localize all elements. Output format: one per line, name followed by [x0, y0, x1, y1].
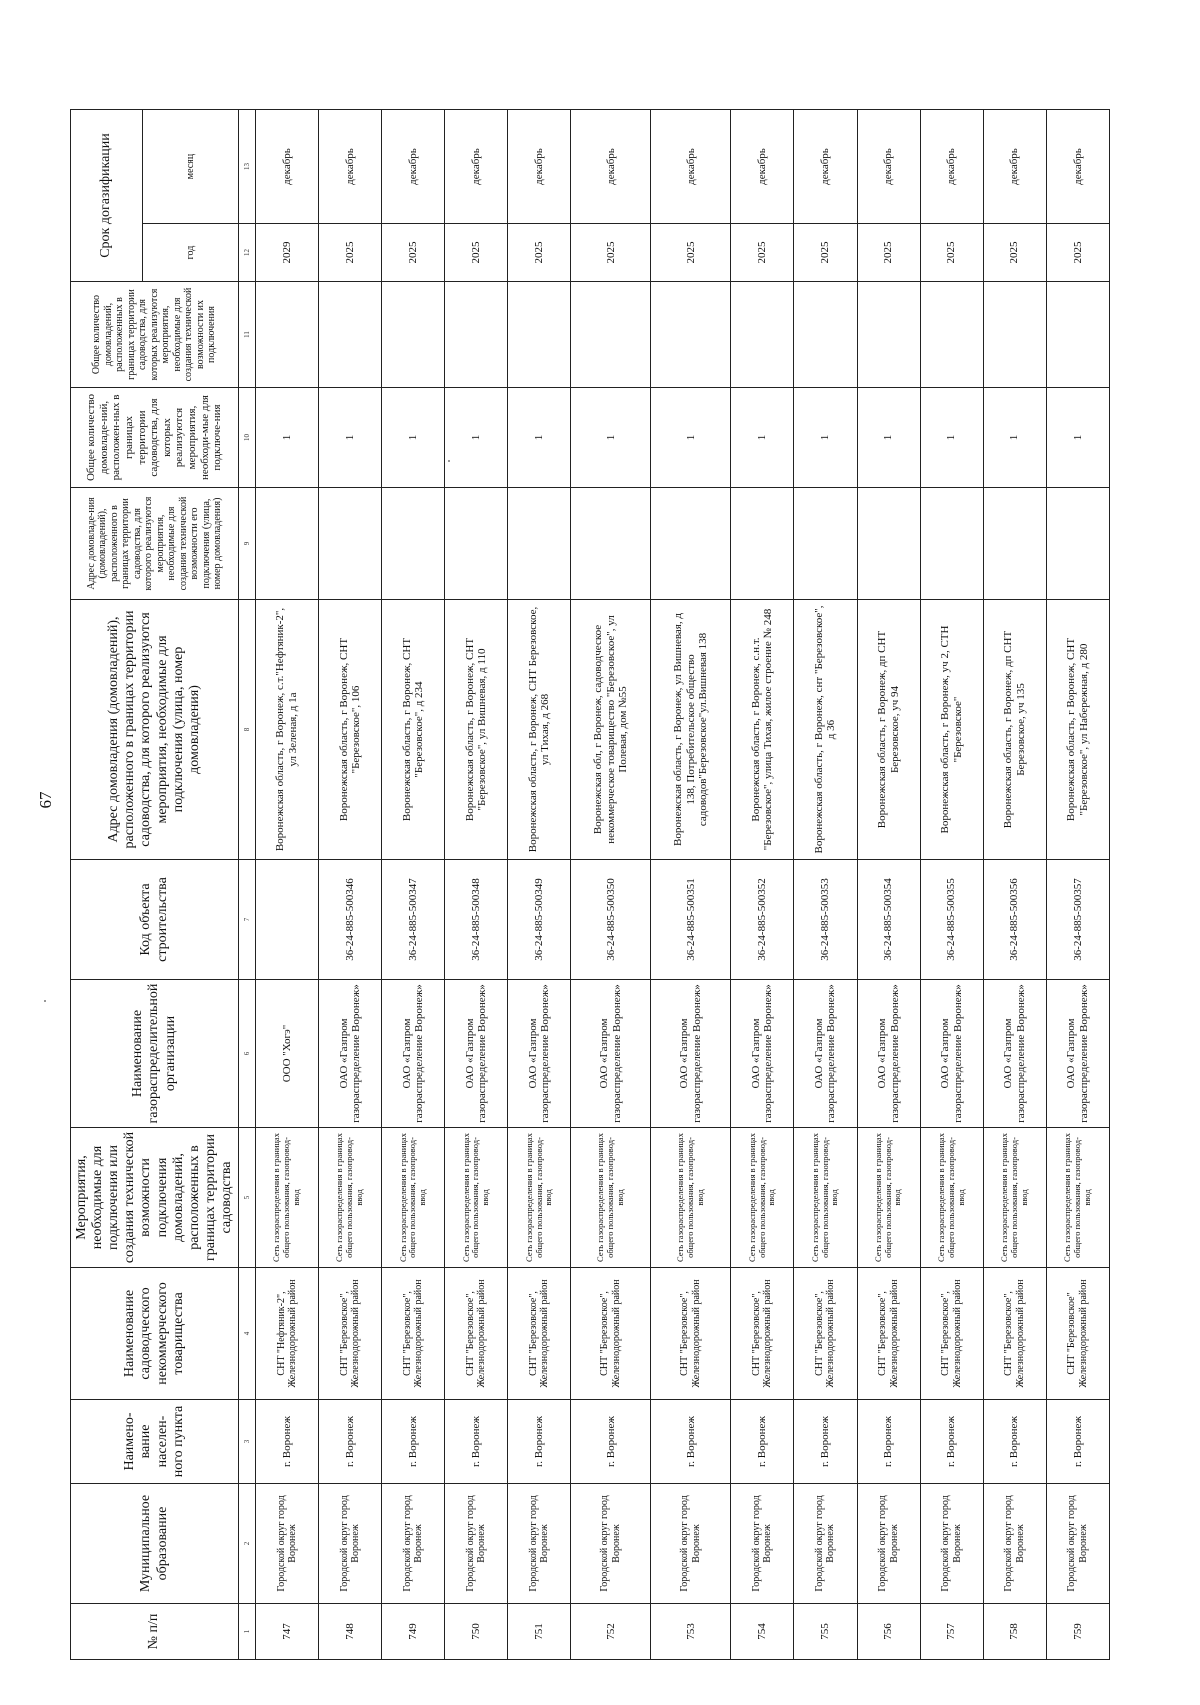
table-row [1046, 110, 1109, 1660]
gas-org-cell: ОАО «Газпром газораспределение Воронеж» [651, 980, 731, 1128]
row-number: 755 [794, 1604, 857, 1660]
count-capacity-cell [983, 282, 1046, 388]
address-capacity-cell [319, 488, 382, 600]
year-cell: 2025 [794, 224, 857, 282]
month-cell: декабрь [731, 110, 794, 224]
address-cell: Воронежская область, г Воронеж, снт "Березовское", д 36 [794, 600, 857, 860]
count-capacity-cell [571, 282, 651, 388]
row-number: 754 [731, 1604, 794, 1660]
count-capacity-cell [382, 282, 445, 388]
address-capacity-cell [731, 488, 794, 600]
address-cell: Воронежская область, г Воронеж, СНТ "Березовское", ул Набережная, д 280 [1046, 600, 1109, 860]
count-capacity-cell [920, 282, 983, 388]
row-number: 758 [983, 1604, 1046, 1660]
address-cell: Воронежская обл, г Воронеж, садоводческое некоммерческое товарищество "Березовское", ул Полевая, дом №55 [571, 600, 651, 860]
municipality-cell: Городской округ город Воронеж [1046, 1484, 1109, 1604]
column-number: 1 [239, 1604, 256, 1660]
measures-cell: Сеть газораспределения в границах общего пользования, газопровод-ввод [857, 1128, 920, 1268]
settlement-cell: г. Воронеж [983, 1400, 1046, 1484]
address-capacity-cell [1046, 488, 1109, 600]
row-number: 750 [445, 1604, 508, 1660]
settlement-cell: г. Воронеж [256, 1400, 319, 1484]
month-cell: декабрь [920, 110, 983, 224]
gas-org-cell: ОАО «Газпром газораспределение Воронеж» [571, 980, 651, 1128]
object-code-cell: 36-24-885-500349 [508, 860, 571, 980]
count-connection-cell: 1 [445, 388, 508, 488]
municipality-cell: Городской округ город Воронеж [651, 1484, 731, 1604]
address-capacity-cell [983, 488, 1046, 600]
table-row [382, 110, 445, 1660]
table-row [731, 110, 794, 1660]
count-capacity-cell [857, 282, 920, 388]
month-cell: декабрь [508, 110, 571, 224]
column-number: 7 [239, 860, 256, 980]
column-number: 2 [239, 1484, 256, 1604]
column-number: 9 [239, 488, 256, 600]
gas-org-cell: ОАО «Газпром газораспределение Воронеж» [508, 980, 571, 1128]
address-cell: Воронежская область, г Воронеж, дп СНТ Березовское, уч 94 [857, 600, 920, 860]
count-capacity-cell [1046, 282, 1109, 388]
object-code-cell: 36-24-885-500356 [983, 860, 1046, 980]
municipality-cell: Городской округ город Воронеж [857, 1484, 920, 1604]
header-snt-name: Наименование садоводческого некоммерческого товарищества [71, 1268, 239, 1400]
header-address-connection: Адрес домовладения (домовладений), расположенного в границах территории садоводства, для которого реализуются мероприятия, необходимые для подключения (улица, номер домовладения) [71, 600, 239, 860]
settlement-cell: г. Воронеж [508, 1400, 571, 1484]
table-header [71, 110, 256, 1660]
count-connection-cell: 1 [1046, 388, 1109, 488]
address-cell: Воронежская область, г Воронеж, с.н.т. "Березовское", улица Тихая, жилое строение № 248 [731, 600, 794, 860]
settlement-cell: г. Воронеж [731, 1400, 794, 1484]
year-cell: 2025 [1046, 224, 1109, 282]
column-number: 8 [239, 600, 256, 860]
header-object-code: Код объекта строительства [71, 860, 239, 980]
column-number-row [239, 110, 256, 1660]
measures-cell: Сеть газораспределения в границах общего пользования, газопровод-ввод [445, 1128, 508, 1268]
row-number: 747 [256, 1604, 319, 1660]
gas-org-cell: ООО "Хогэ" [256, 980, 319, 1128]
measures-cell: Сеть газораспределения в границах общего пользования, газопровод-ввод [731, 1128, 794, 1268]
header-count-capacity: Общее количество домовладений, расположенных в границах территории садоводства, для которых реализуются мероприятия, необходимые для создания технической возможности их подключения [71, 282, 239, 388]
measures-cell: Сеть газораспределения в границах общего пользования, газопровод-ввод [382, 1128, 445, 1268]
table-body [256, 110, 1110, 1660]
object-code-cell: 36-24-885-500346 [319, 860, 382, 980]
count-capacity-cell [256, 282, 319, 388]
count-capacity-cell [794, 282, 857, 388]
month-cell: декабрь [1046, 110, 1109, 224]
count-capacity-cell [731, 282, 794, 388]
gas-org-cell: ОАО «Газпром газораспределение Воронеж» [319, 980, 382, 1128]
measures-cell: Сеть газораспределения в границах общего пользования, газопровод-ввод [983, 1128, 1046, 1268]
snt-name-cell: СНТ "Березовское", Железнодорожный район [920, 1268, 983, 1400]
table-row [983, 110, 1046, 1660]
address-cell: Воронежская область, г Воронеж, уч 2, СТН "Березовское" [920, 600, 983, 860]
object-code-cell: 36-24-885-500348 [445, 860, 508, 980]
address-capacity-cell [508, 488, 571, 600]
table-row [571, 110, 651, 1660]
settlement-cell: г. Воронеж [382, 1400, 445, 1484]
settlement-cell: г. Воронеж [445, 1400, 508, 1484]
count-connection-cell: 1 [857, 388, 920, 488]
snt-name-cell: СНТ "Нефтяник-2", Железнодорожный район [256, 1268, 319, 1400]
settlement-cell: г. Воронеж [571, 1400, 651, 1484]
address-cell: Воронежская область, г Воронеж, СНТ "Березовское", 106 [319, 600, 382, 860]
settlement-cell: г. Воронеж [794, 1400, 857, 1484]
gas-org-cell: ОАО «Газпром газораспределение Воронеж» [1046, 980, 1109, 1128]
gas-org-cell: ОАО «Газпром газораспределение Воронеж» [382, 980, 445, 1128]
municipality-cell: Городской округ город Воронеж [256, 1484, 319, 1604]
snt-name-cell: СНТ "Березовское", Железнодорожный район [571, 1268, 651, 1400]
row-number: 759 [1046, 1604, 1109, 1660]
row-number: 749 [382, 1604, 445, 1660]
municipality-cell: Городской округ город Воронеж [571, 1484, 651, 1604]
year-cell: 2025 [571, 224, 651, 282]
row-number: 753 [651, 1604, 731, 1660]
municipality-cell: Городской округ город Воронеж [920, 1484, 983, 1604]
address-capacity-cell [920, 488, 983, 600]
measures-cell: Сеть газораспределения в границах общего пользования, газопровод-ввод [508, 1128, 571, 1268]
gasification-table [70, 109, 1110, 1660]
municipality-cell: Городской округ город Воронеж [794, 1484, 857, 1604]
year-cell: 2025 [857, 224, 920, 282]
row-number: 751 [508, 1604, 571, 1660]
measures-cell: Сеть газораспределения в границах общего пользования, газопровод-ввод [794, 1128, 857, 1268]
year-cell: 2025 [319, 224, 382, 282]
gas-org-cell: ОАО «Газпром газораспределение Воронеж» [857, 980, 920, 1128]
snt-name-cell: СНТ "Березовское", Железнодорожный район [731, 1268, 794, 1400]
count-capacity-cell [445, 282, 508, 388]
header-gas-org: Наименование газораспределительной организации [71, 980, 239, 1128]
object-code-cell: 36-24-885-500353 [794, 860, 857, 980]
address-cell: Воронежская область, г Воронеж, СНТ "Березовское", ул Вишневая, д 110 [445, 600, 508, 860]
address-capacity-cell [382, 488, 445, 600]
gas-org-cell: ОАО «Газпром газораспределение Воронеж» [794, 980, 857, 1128]
column-number: 6 [239, 980, 256, 1128]
year-cell: 2025 [983, 224, 1046, 282]
column-number: 5 [239, 1128, 256, 1268]
count-capacity-cell [319, 282, 382, 388]
measures-cell: Сеть газораспределения в границах общего пользования, газопровод-ввод [571, 1128, 651, 1268]
table-row [319, 110, 382, 1660]
year-cell: 2025 [445, 224, 508, 282]
gas-org-cell: ОАО «Газпром газораспределение Воронеж» [920, 980, 983, 1128]
count-connection-cell: 1 [508, 388, 571, 488]
municipality-cell: Городской округ город Воронеж [508, 1484, 571, 1604]
object-code-cell [256, 860, 319, 980]
month-cell: декабрь [651, 110, 731, 224]
rotated-table-wrapper [70, 110, 1110, 1660]
municipality-cell: Городской округ город Воронеж [319, 1484, 382, 1604]
object-code-cell: 36-24-885-500351 [651, 860, 731, 980]
column-number: 13 [239, 110, 256, 224]
gas-org-cell: ОАО «Газпром газораспределение Воронеж» [983, 980, 1046, 1128]
scan-speck [44, 1000, 46, 1002]
measures-cell: Сеть газораспределения в границах общего пользования, газопровод-ввод [319, 1128, 382, 1268]
address-capacity-cell [857, 488, 920, 600]
measures-cell: Сеть газораспределения в границах общего пользования, газопровод-ввод [920, 1128, 983, 1268]
row-number: 752 [571, 1604, 651, 1660]
table-row [920, 110, 983, 1660]
table-row [857, 110, 920, 1660]
table-row [651, 110, 731, 1660]
object-code-cell: 36-24-885-500352 [731, 860, 794, 980]
snt-name-cell: СНТ "Березовское", Железнодорожный район [857, 1268, 920, 1400]
settlement-cell: г. Воронеж [1046, 1400, 1109, 1484]
month-cell: декабрь [857, 110, 920, 224]
snt-name-cell: СНТ "Березовское", Железнодорожный район [651, 1268, 731, 1400]
settlement-cell: г. Воронеж [857, 1400, 920, 1484]
gas-org-cell: ОАО «Газпром газораспределение Воронеж» [731, 980, 794, 1128]
settlement-cell: г. Воронеж [651, 1400, 731, 1484]
column-number: 10 [239, 388, 256, 488]
table-row [256, 110, 319, 1660]
count-capacity-cell [508, 282, 571, 388]
settlement-cell: г. Воронеж [319, 1400, 382, 1484]
column-number: 3 [239, 1400, 256, 1484]
table-row [508, 110, 571, 1660]
object-code-cell: 36-24-885-500350 [571, 860, 651, 980]
header-settlement: Наимено-вание населен-ного пункта [71, 1400, 239, 1484]
count-connection-cell: 1 [731, 388, 794, 488]
object-code-cell: 36-24-885-500355 [920, 860, 983, 980]
count-connection-cell: 1 [983, 388, 1046, 488]
measures-cell: Сеть газораспределения в границах общего пользования, газопровод-ввод [651, 1128, 731, 1268]
snt-name-cell: СНТ "Березовское", Железнодорожный район [445, 1268, 508, 1400]
object-code-cell: 36-24-885-500357 [1046, 860, 1109, 980]
measures-cell: Сеть газораспределения в границах общего пользования, газопровод-ввод [1046, 1128, 1109, 1268]
object-code-cell: 36-24-885-500354 [857, 860, 920, 980]
count-capacity-cell [651, 282, 731, 388]
snt-name-cell: СНТ "Березовское" Железнодорожный район [1046, 1268, 1109, 1400]
header-measures: Мероприятия, необходимые для подключения или создания технической возможности подключения домовладений, расположенных в границах территории садоводства [71, 1128, 239, 1268]
month-cell: декабрь [445, 110, 508, 224]
address-capacity-cell [571, 488, 651, 600]
column-number: 11 [239, 282, 256, 388]
year-cell: 2029 [256, 224, 319, 282]
count-connection-cell: 1 [794, 388, 857, 488]
row-number: 748 [319, 1604, 382, 1660]
header-term-group: Срок догазификации [71, 110, 143, 282]
year-cell: 2025 [920, 224, 983, 282]
object-code-cell: 36-24-885-500347 [382, 860, 445, 980]
month-cell: декабрь [319, 110, 382, 224]
address-capacity-cell [445, 488, 508, 600]
month-cell: декабрь [382, 110, 445, 224]
year-cell: 2025 [382, 224, 445, 282]
column-number: 4 [239, 1268, 256, 1400]
header-municipality: Муниципальное образование [71, 1484, 239, 1604]
municipality-cell: Городской округ город Воронеж [731, 1484, 794, 1604]
month-cell: декабрь [983, 110, 1046, 224]
snt-name-cell: СНТ "Березовское", Железнодорожный район [508, 1268, 571, 1400]
month-cell: декабрь [794, 110, 857, 224]
count-connection-cell: 1 [651, 388, 731, 488]
snt-name-cell: СНТ "Березовское", Железнодорожный район [794, 1268, 857, 1400]
table-row [445, 110, 508, 1660]
year-cell: 2025 [508, 224, 571, 282]
gas-org-cell: ОАО «Газпром газораспределение Воронеж» [445, 980, 508, 1128]
month-cell: декабрь [571, 110, 651, 224]
header-address-capacity: Адрес домовладе-ния (домовладений), расположенного в границах территории садоводства, для которого реализуются мероприятия, необходимые для создания технической возможности его подключения (улица, номер домовладения) [71, 488, 239, 600]
measures-cell: Сеть газораспределения в границах общего пользования, газопровод-ввод [256, 1128, 319, 1268]
month-cell: декабрь [256, 110, 319, 224]
snt-name-cell: СНТ "Березовское", Железнодорожный район [382, 1268, 445, 1400]
settlement-cell: г. Воронеж [920, 1400, 983, 1484]
page-number: 67 [36, 791, 55, 809]
municipality-cell: Городской округ город Воронеж [445, 1484, 508, 1604]
snt-name-cell: СНТ "Березовское", Железнодорожный район [983, 1268, 1046, 1400]
municipality-cell: Городской округ город Воронеж [983, 1484, 1046, 1604]
column-number: 12 [239, 224, 256, 282]
address-cell: Воронежская область, г Воронеж, ул Вишневая, д 138, Потребительское общество садоводов"Березовское"ул.Вишневая 138 [651, 600, 731, 860]
row-number: 756 [857, 1604, 920, 1660]
count-connection-cell: 1 [256, 388, 319, 488]
address-capacity-cell [256, 488, 319, 600]
count-connection-cell: 1 [382, 388, 445, 488]
count-connection-cell: 1 [920, 388, 983, 488]
snt-name-cell: СНТ "Березовское", Железнодорожный район [319, 1268, 382, 1400]
header-num: № п/п [71, 1604, 239, 1660]
address-capacity-cell [794, 488, 857, 600]
header-year: год [143, 224, 239, 282]
year-cell: 2025 [731, 224, 794, 282]
address-cell: Воронежская область, г Воронеж, с.т."Нефтяник-2", ул Зеленая, д 1а [256, 600, 319, 860]
year-cell: 2025 [651, 224, 731, 282]
municipality-cell: Городской округ город Воронеж [382, 1484, 445, 1604]
row-number: 757 [920, 1604, 983, 1660]
count-connection-cell: 1 [571, 388, 651, 488]
count-connection-cell: 1 [319, 388, 382, 488]
address-cell: Воронежская область, г Воронеж, СНТ "Березовское", д 234 [382, 600, 445, 860]
address-capacity-cell [651, 488, 731, 600]
header-count-connection: Общее количество домовладе-ний, расположен-ных в границах территории садоводства, для которых реализуются мероприятия, необходи-мые для подключе-ния [71, 388, 239, 488]
header-month: месяц [143, 110, 239, 224]
address-cell: Воронежская область, г Воронеж, СНТ Березовское, ул Тихая, д 268 [508, 600, 571, 860]
table-row [794, 110, 857, 1660]
address-cell: Воронежская область, г Воронеж, дп СНТ Березовское, уч 135 [983, 600, 1046, 860]
